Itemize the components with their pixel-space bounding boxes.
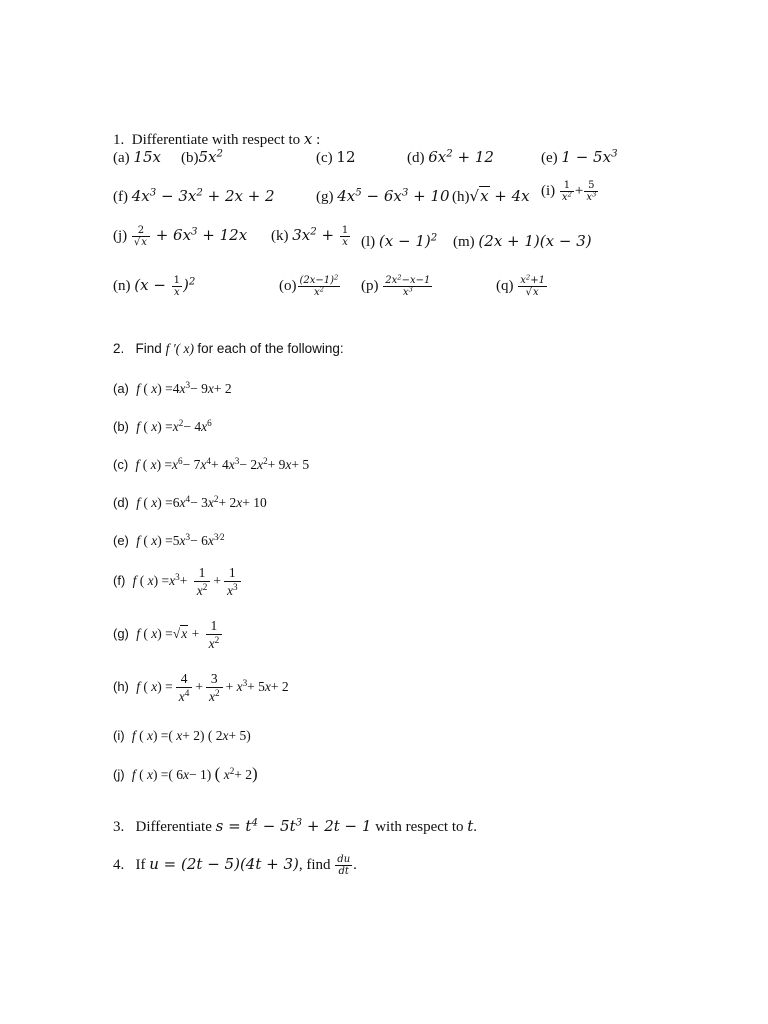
question-3: 3. Differentiate $s = t^4 - 5t^3 + 2t - 1$ with respect to t. [113, 817, 478, 835]
q1-item-g: (g) $4x^5 - 6x^3 + 10$ [316, 187, 450, 205]
q1-item-e: (e) $1 - 5x^3$ [541, 148, 618, 166]
q1-item-n: (n) (x − $\frac{1}{x}$ )$^2$ [113, 275, 196, 298]
q2-item-j: (j) f ( x) =( 6x− 1) ( $x^2+ 2$) [113, 764, 258, 783]
q1-item-k: (k) $3x^2$ + $\frac{1}{x}$ [271, 225, 349, 248]
q2-item-h: (h) f ( x) = $\frac{4}{x^4}$ + $\frac{3}{x^2}$ + $x^3+ 5x+ 2$ [113, 671, 289, 704]
q2-item-g: (g) f ( x) =√x + $\frac{1}{x^2}$ [113, 617, 225, 652]
q2-item-b: (b) f ( $x) =x^2- 4x^6$ [113, 417, 212, 434]
q1-item-q: (q) $\frac{x^2+1}{√x}$ [496, 273, 545, 298]
question-1-title: 1. Differentiate with respect to x : [113, 130, 321, 148]
question-4: 4. If u = (2t − 5)(4t + 3), find $\frac{du}{dt}$ . [113, 854, 357, 877]
q2-item-i: (i) f ( x) =( x+ 2) ( 2x+ 5) [113, 728, 251, 743]
q1-item-m: (m) (2x + 1)(x − 3) [453, 232, 592, 250]
q1-item-c: (c) 12 [316, 148, 356, 166]
q2-item-d: (d) f ( $x) =6x^4- 3x^2+ 2x+ 10$ [113, 493, 267, 510]
q1-variable: x [303, 130, 313, 148]
q2-item-f: (f) f ( $x) =x^3+$ $\frac{1}{x^2}$ + $\frac{1}{x^3}$ [113, 564, 244, 599]
q2-item-e: (e) f ( $x) =5x^3- 6x^{3⁄2}$ [113, 531, 225, 548]
q1-item-i: (i) $\frac{1}{x^2}$ + $\frac{5}{x^3}$ [541, 180, 597, 203]
q1-item-p: (p) $\frac{2x^2-x-1}{x^3}$ [361, 273, 431, 298]
q1-text: Differentiate with respect to [131, 132, 304, 148]
q1-item-j: (j) $\frac{2}{√x}$ + $6x^3 + 12x$ [113, 225, 248, 248]
q1-item-b: $(b)5x^2$ [181, 148, 223, 166]
q1-item-h: (h)√x + 4x [452, 187, 530, 205]
q1-item-o: (o) $\frac{(2x-1)^2}{x^2}$ [279, 273, 339, 298]
question-2-title: 2. Find f '( x) for each of the following: [113, 341, 344, 356]
q1-item-f: (f) $4x^3 - 3x^2 + 2x + 2$ [113, 187, 275, 205]
q1-item-l: (l) $(x - 1)^2$ [361, 232, 438, 250]
q1-number: 1. [113, 132, 125, 148]
q1-item-a: (a) 15x [113, 148, 161, 166]
q2-item-a: (a) f ( $x) =4x^3- 9x+ 2$ [113, 379, 232, 396]
q2-item-c: (c) f ( $x) =x^6- 7x^4+ 4x^3- 2x^2+ 9x+ 5$ [113, 455, 310, 472]
q1-item-d: (d) $6x^2 + 12$ [407, 148, 494, 166]
